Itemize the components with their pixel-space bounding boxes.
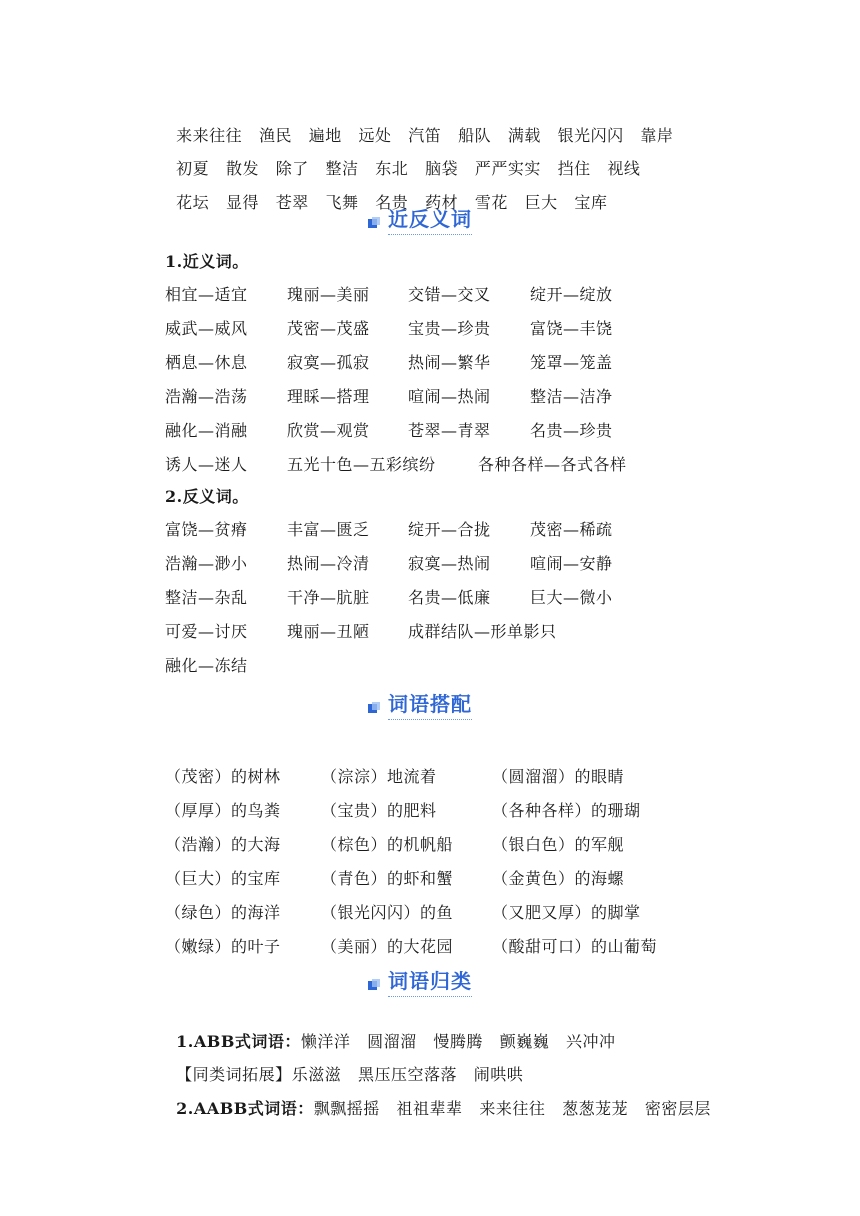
word: 严严实实	[474, 159, 541, 178]
word-pair: 瑰丽—丑陋	[287, 622, 370, 641]
word-pair: （棕色）的机帆船	[321, 835, 454, 854]
word: 圆溜溜	[367, 1032, 417, 1051]
word-pair: 成群结队—形单影只	[408, 622, 557, 641]
word-pair: （茂密）的树林	[165, 767, 281, 786]
aabb-label: 2.AABB式词语：	[176, 1099, 314, 1118]
section-title: 词语归类	[388, 965, 472, 997]
word: 整洁	[325, 159, 359, 178]
word: 密密层层	[644, 1099, 711, 1118]
word-pair: 浩瀚—渺小	[165, 554, 248, 573]
word-pair: 瑰丽—美丽	[287, 285, 370, 304]
word: 名贵	[375, 193, 409, 212]
word-pair: 茂密—茂盛	[287, 319, 370, 338]
word-pair: 相宜—适宜	[165, 285, 248, 304]
word-pair: 可爱—讨厌	[165, 622, 248, 641]
section-heading-classify	[368, 966, 472, 996]
word: 东北	[375, 159, 409, 178]
word: 远处	[358, 126, 392, 145]
word: 黑压压空落落	[357, 1065, 457, 1084]
word-pair: 巨大—微小	[530, 588, 613, 607]
word-pair: （金黄色）的海螺	[492, 869, 625, 888]
word: 靠岸	[640, 126, 674, 145]
word: 苍翠	[275, 193, 309, 212]
word-pair: 各种各样—各式各样	[478, 455, 627, 474]
word: 飘飘摇摇	[313, 1099, 380, 1118]
section-title: 近反义词	[388, 203, 472, 235]
word-pair: 热闹—繁华	[408, 353, 491, 372]
word: 懒洋洋	[300, 1032, 351, 1051]
section-heading-collocation	[368, 689, 472, 719]
antonym-label: 2.反义词。	[165, 487, 249, 506]
word: 来来往往	[479, 1099, 546, 1118]
word: 显得	[225, 193, 259, 212]
word-pair: 整洁—洁净	[530, 387, 613, 406]
word: 闹哄哄	[473, 1065, 524, 1084]
word-pair: （银白色）的军舰	[492, 835, 625, 854]
word: 祖祖辈辈	[396, 1099, 463, 1118]
word: 宝库	[574, 193, 608, 212]
word-pair: 五光十色—五彩缤纷	[287, 455, 436, 474]
word: 兴冲冲	[565, 1032, 616, 1051]
word-pair: （酸甜可口）的山葡萄	[492, 937, 658, 956]
word-pair: 干净—肮脏	[287, 588, 370, 607]
word-pair: 理睬—搭理	[287, 387, 370, 406]
synonym-label: 1.近义词。	[165, 252, 249, 271]
word-pair: 诱人—迷人	[165, 455, 248, 474]
word-pair: （银光闪闪）的鱼	[321, 903, 454, 922]
word-pair: （嫩绿）的叶子	[165, 937, 281, 956]
word-pair: 喧闹—安静	[530, 554, 613, 573]
word-pair: 绽开—合拢	[408, 520, 491, 539]
word-pair: 寂寞—孤寂	[287, 353, 370, 372]
word: 散发	[225, 159, 259, 178]
square-bullet-icon	[368, 702, 380, 714]
word-pair: 欣赏—观赏	[287, 421, 370, 440]
word: 巨大	[524, 193, 558, 212]
word: 脑袋	[425, 159, 459, 178]
abb-label: 1.ABB式词语：	[176, 1032, 301, 1051]
word: 慢腾腾	[433, 1032, 483, 1051]
aabb-row	[165, 1079, 711, 1119]
word-pair: 融化—冻结	[165, 656, 248, 675]
word-pair: 茂密—稀疏	[530, 520, 613, 539]
word-pair: 富饶—丰饶	[530, 319, 613, 338]
word-pair: （各种各样）的珊瑚	[492, 801, 641, 820]
word: 来来往往	[176, 126, 243, 145]
word-pair: 融化—消融	[165, 421, 248, 440]
word-pair: 威武—威风	[165, 319, 248, 338]
word: 船队	[458, 126, 492, 145]
word-pair: （又肥又厚）的脚掌	[492, 903, 641, 922]
word: 视线	[607, 159, 641, 178]
word-pair: （浩瀚）的大海	[165, 835, 281, 854]
square-bullet-icon	[368, 217, 380, 229]
word-pair: 笼罩—笼盖	[530, 353, 613, 372]
section-heading-synonyms	[368, 204, 472, 234]
word: 满载	[507, 126, 541, 145]
word-pair: 苍翠—青翠	[408, 421, 491, 440]
word: 花坛	[176, 193, 210, 212]
word-pair: （厚厚）的鸟粪	[165, 801, 281, 820]
word-pair: （圆溜溜）的眼睛	[492, 767, 625, 786]
word-pair: 交错—交叉	[408, 285, 491, 304]
word-pair: 富饶—贫瘠	[165, 520, 248, 539]
word: 除了	[275, 159, 309, 178]
word-pair: 热闹—冷清	[287, 554, 370, 573]
word: 药材	[425, 193, 459, 212]
word: 渔民	[258, 126, 292, 145]
word-pair: （宝贵）的肥料	[321, 801, 437, 820]
word: 银光闪闪	[557, 126, 624, 145]
word: 遍地	[308, 126, 342, 145]
word: 葱葱茏茏	[562, 1099, 629, 1118]
word-pair: （美丽）的大花园	[321, 937, 454, 956]
word-pair: （巨大）的宝库	[165, 869, 281, 888]
word: 乐滋滋	[291, 1065, 342, 1084]
word-pair: 喧闹—热闹	[408, 387, 491, 406]
word-pair: 栖息—休息	[165, 353, 248, 372]
word-pair: 宝贵—珍贵	[408, 319, 491, 338]
word-pair: （绿色）的海洋	[165, 903, 281, 922]
word-pair: （淙淙）地流着	[321, 767, 437, 786]
word: 雪花	[474, 193, 508, 212]
word: 颤巍巍	[499, 1032, 550, 1051]
word-pair: 名贵—低廉	[408, 588, 491, 607]
word: 汽笛	[408, 126, 442, 145]
extension-label: 【同类词拓展】	[176, 1065, 292, 1084]
word-pair: 丰富—匮乏	[287, 520, 370, 539]
word: 初夏	[176, 159, 210, 178]
word: 飞舞	[325, 193, 359, 212]
word-pair: 名贵—珍贵	[530, 421, 613, 440]
square-bullet-icon	[368, 979, 380, 991]
word-pair: 整洁—杂乱	[165, 588, 248, 607]
word: 挡住	[557, 159, 591, 178]
word-pair: 浩瀚—浩荡	[165, 387, 248, 406]
section-title: 词语搭配	[388, 688, 472, 720]
word-pair: （青色）的虾和蟹	[321, 869, 454, 888]
word-pair: 绽开—绽放	[530, 285, 613, 304]
word-pair: 寂寞—热闹	[408, 554, 491, 573]
